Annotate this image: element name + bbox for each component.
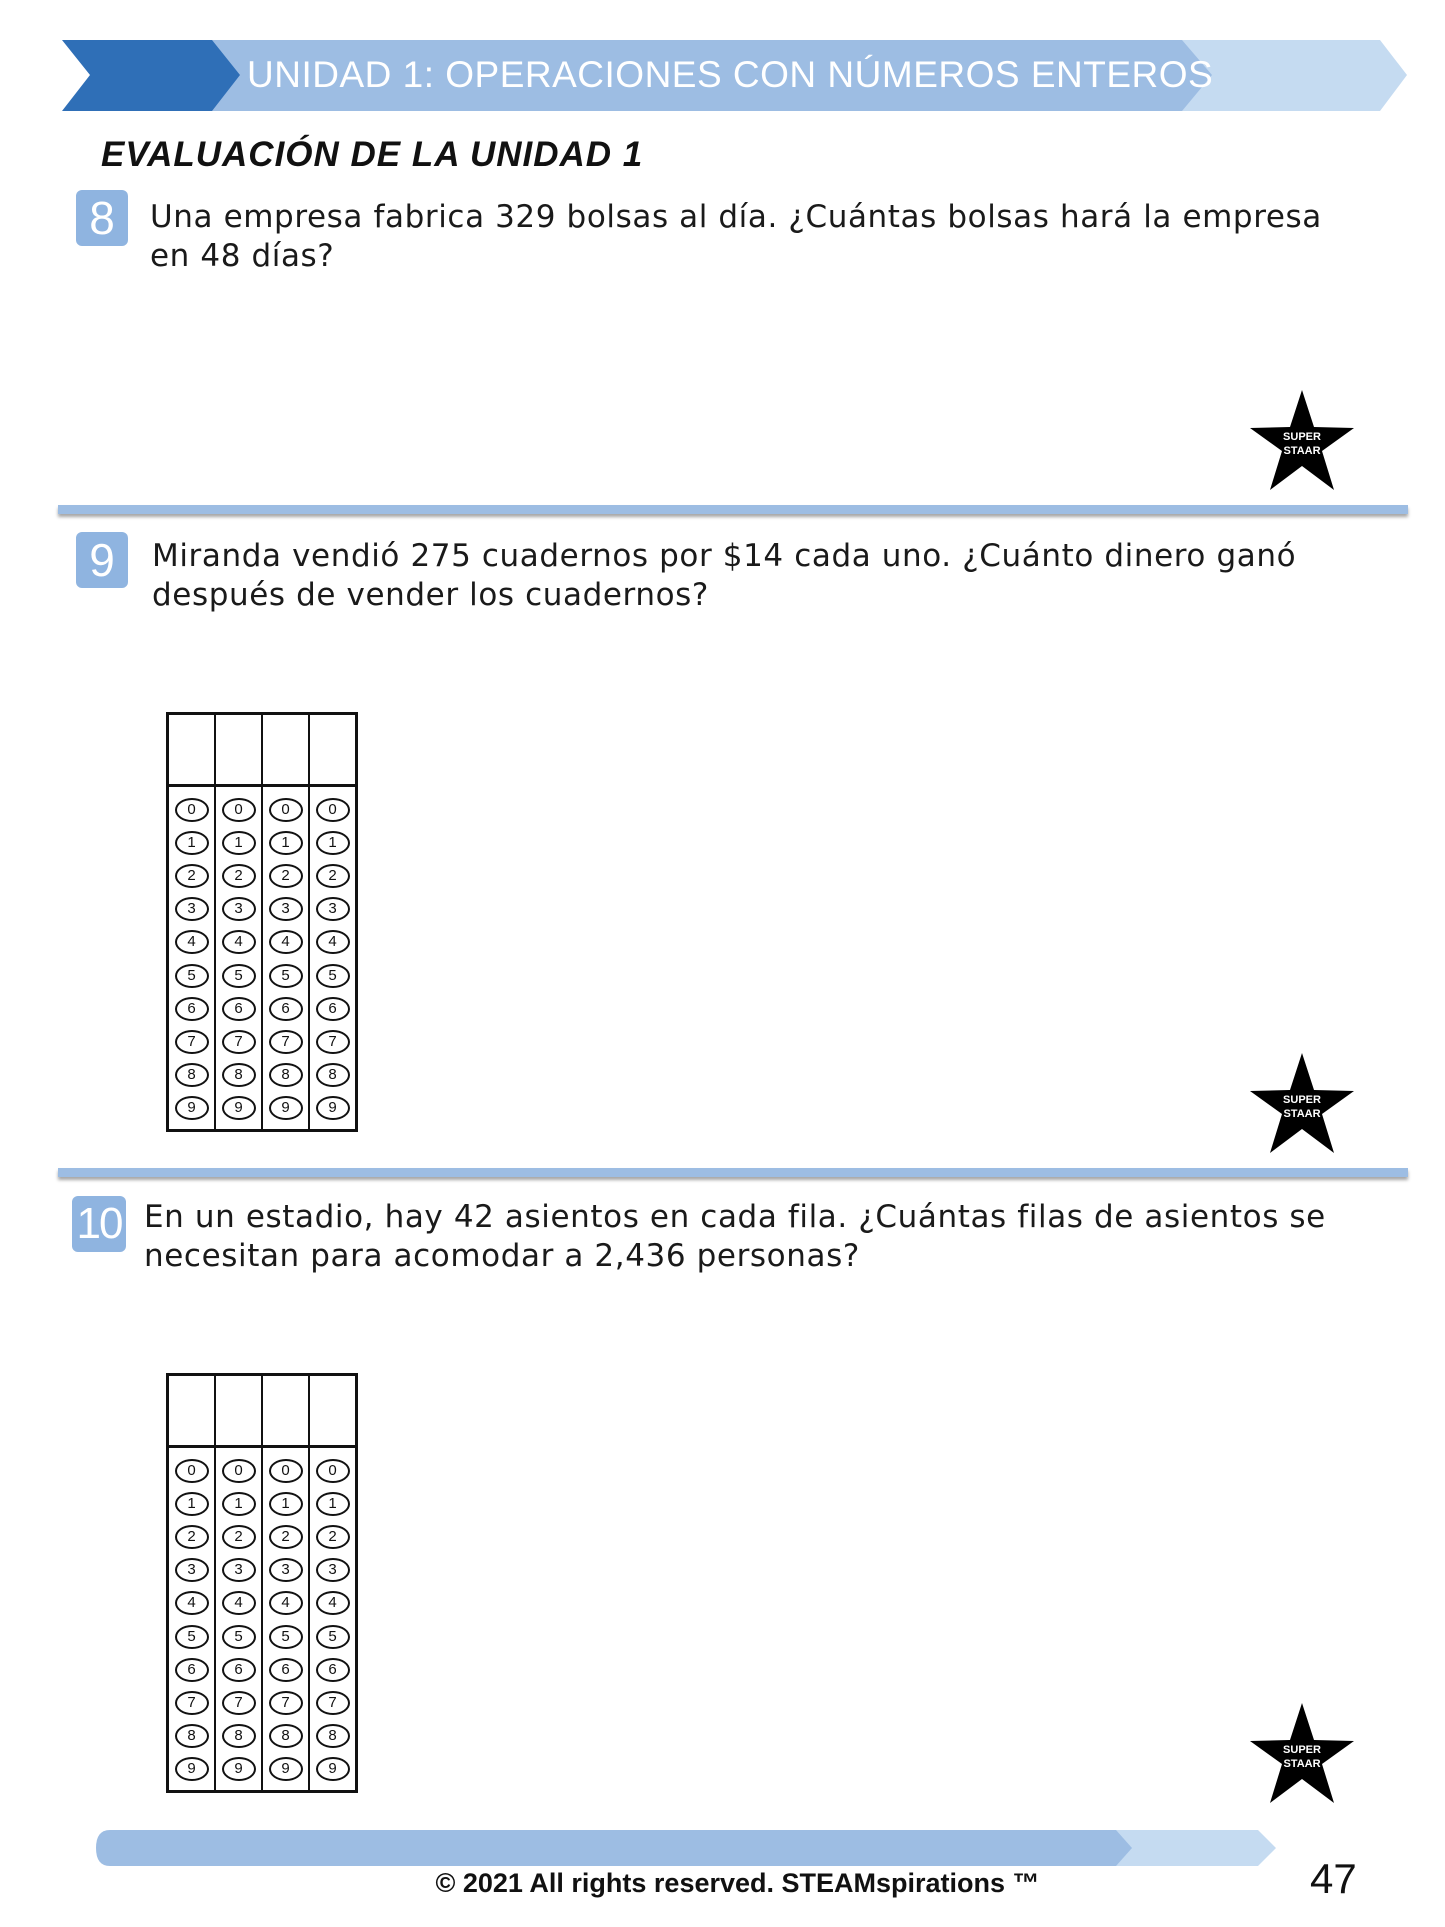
badge-line1: SUPER — [1283, 1744, 1321, 1756]
digit-bubble[interactable]: 3 — [316, 1558, 350, 1582]
super-staar-badge — [1248, 1703, 1356, 1807]
digit-bubble[interactable]: 0 — [175, 798, 209, 822]
digit-bubble[interactable]: 5 — [316, 964, 350, 988]
digit-bubble[interactable]: 8 — [316, 1063, 350, 1087]
question-8-number: 8 — [76, 190, 128, 246]
question-8-text: Una empresa fabrica 329 bolsas al día. ¿Cuántas bolsas hará la empresa en 48 días? — [150, 199, 1322, 274]
digit-bubble[interactable]: 1 — [175, 1492, 209, 1516]
digit-bubble[interactable]: 8 — [222, 1724, 256, 1748]
section-divider — [58, 1168, 1408, 1177]
digit-bubble[interactable]: 3 — [269, 1558, 303, 1582]
digit-bubble[interactable]: 8 — [175, 1724, 209, 1748]
digit-bubble[interactable]: 1 — [175, 831, 209, 855]
digit-bubble[interactable]: 5 — [269, 1625, 303, 1649]
answer-write-cell[interactable] — [216, 715, 261, 787]
digit-bubble[interactable]: 8 — [222, 1063, 256, 1087]
answer-column — [263, 1376, 310, 1790]
badge-line2: STAAR — [1283, 1108, 1321, 1120]
digit-bubble[interactable]: 1 — [222, 831, 256, 855]
digit-bubble[interactable]: 7 — [222, 1030, 256, 1054]
bubble-column — [310, 787, 355, 1129]
answer-write-cell[interactable] — [169, 1376, 214, 1448]
digit-bubble[interactable]: 5 — [175, 1625, 209, 1649]
digit-bubble[interactable]: 0 — [222, 798, 256, 822]
badge-line1: SUPER — [1283, 431, 1321, 443]
digit-bubble[interactable]: 6 — [316, 1658, 350, 1682]
digit-bubble[interactable]: 5 — [316, 1625, 350, 1649]
digit-bubble[interactable]: 9 — [175, 1757, 209, 1781]
digit-bubble[interactable]: 2 — [316, 864, 350, 888]
digit-bubble[interactable]: 8 — [316, 1724, 350, 1748]
digit-bubble[interactable]: 4 — [316, 1591, 350, 1615]
digit-bubble[interactable]: 6 — [269, 997, 303, 1021]
digit-bubble[interactable]: 2 — [269, 1525, 303, 1549]
digit-bubble[interactable]: 6 — [222, 997, 256, 1021]
digit-bubble[interactable]: 5 — [175, 964, 209, 988]
digit-bubble[interactable]: 6 — [175, 1658, 209, 1682]
section-divider — [58, 505, 1408, 514]
answer-column — [216, 715, 263, 1129]
answer-write-cell[interactable] — [216, 1376, 261, 1448]
question-10-text: En un estadio, hay 42 asientos en cada fila. ¿Cuántas filas de asientos se necesitan para acomodar a 2,436 personas? — [144, 1199, 1326, 1274]
answer-column — [169, 715, 216, 1129]
bubble-column — [310, 1448, 355, 1790]
digit-bubble[interactable]: 8 — [175, 1063, 209, 1087]
digit-bubble[interactable]: 7 — [316, 1030, 350, 1054]
answer-column — [216, 1376, 263, 1790]
badge-line1: SUPER — [1283, 1094, 1321, 1106]
answer-write-cell[interactable] — [263, 1376, 308, 1448]
digit-bubble[interactable]: 2 — [269, 864, 303, 888]
digit-bubble[interactable]: 6 — [175, 997, 209, 1021]
section-title: EVALUACIÓN DE LA UNIDAD 1 — [101, 135, 644, 174]
unit-title: UNIDAD 1: OPERACIONES CON NÚMEROS ENTEROS — [247, 54, 1214, 95]
answer-write-cell[interactable] — [310, 1376, 355, 1448]
digit-bubble[interactable]: 7 — [269, 1691, 303, 1715]
copyright-text: © 2021 All rights reserved. STEAMspirations ™ — [435, 1868, 1040, 1898]
digit-bubble[interactable]: 0 — [222, 1459, 256, 1483]
answer-grid[interactable] — [166, 712, 358, 1132]
digit-bubble[interactable]: 1 — [269, 1492, 303, 1516]
answer-column — [169, 1376, 216, 1790]
digit-bubble[interactable]: 7 — [316, 1691, 350, 1715]
super-staar-badge — [1248, 1053, 1356, 1157]
digit-bubble[interactable]: 7 — [269, 1030, 303, 1054]
question-9-text: Miranda vendió 275 cuadernos por $14 cada uno. ¿Cuánto dinero ganó después de vender los cuadernos? — [152, 538, 1297, 613]
digit-bubble[interactable]: 9 — [175, 1096, 209, 1120]
answer-write-cell[interactable] — [169, 715, 214, 787]
answer-column — [310, 1376, 355, 1790]
answer-write-cell[interactable] — [263, 715, 308, 787]
digit-bubble[interactable]: 2 — [222, 864, 256, 888]
digit-bubble[interactable]: 4 — [222, 930, 256, 954]
digit-bubble[interactable]: 6 — [269, 1658, 303, 1682]
bubble-column — [169, 1448, 214, 1790]
digit-bubble[interactable]: 9 — [269, 1096, 303, 1120]
digit-bubble[interactable]: 9 — [316, 1096, 350, 1120]
question-10-number: 10 — [72, 1196, 126, 1252]
digit-bubble[interactable]: 4 — [175, 1591, 209, 1615]
digit-bubble[interactable]: 3 — [175, 897, 209, 921]
digit-bubble[interactable]: 9 — [222, 1096, 256, 1120]
digit-bubble[interactable]: 0 — [316, 1459, 350, 1483]
digit-bubble[interactable]: 9 — [222, 1757, 256, 1781]
digit-bubble[interactable]: 9 — [316, 1757, 350, 1781]
digit-bubble[interactable]: 1 — [222, 1492, 256, 1516]
bubble-column — [216, 1448, 261, 1790]
bubble-column — [216, 787, 261, 1129]
footer-arrow — [96, 1830, 1276, 1866]
digit-bubble[interactable]: 9 — [269, 1757, 303, 1781]
digit-bubble[interactable]: 0 — [175, 1459, 209, 1483]
digit-bubble[interactable]: 4 — [269, 930, 303, 954]
digit-bubble[interactable]: 1 — [316, 831, 350, 855]
digit-bubble[interactable]: 3 — [222, 1558, 256, 1582]
digit-bubble[interactable]: 7 — [175, 1030, 209, 1054]
digit-bubble[interactable]: 4 — [175, 930, 209, 954]
bubble-column — [263, 787, 308, 1129]
badge-line2: STAAR — [1283, 1758, 1321, 1770]
digit-bubble[interactable]: 7 — [175, 1691, 209, 1715]
digit-bubble[interactable]: 1 — [269, 831, 303, 855]
answer-grid[interactable] — [166, 1373, 358, 1793]
badge-line2: STAAR — [1283, 445, 1321, 457]
digit-bubble[interactable]: 5 — [222, 964, 256, 988]
digit-bubble[interactable]: 6 — [222, 1658, 256, 1682]
answer-column — [263, 715, 310, 1129]
digit-bubble[interactable]: 0 — [269, 1459, 303, 1483]
page-number: 47 — [1310, 1855, 1357, 1902]
digit-bubble[interactable]: 4 — [316, 930, 350, 954]
digit-bubble[interactable]: 3 — [175, 1558, 209, 1582]
bubble-column — [263, 1448, 308, 1790]
super-staar-badge — [1248, 390, 1356, 494]
digit-bubble[interactable]: 5 — [269, 964, 303, 988]
digit-bubble[interactable]: 2 — [222, 1525, 256, 1549]
digit-bubble[interactable]: 0 — [269, 798, 303, 822]
answer-column — [310, 715, 355, 1129]
bubble-column — [169, 787, 214, 1129]
digit-bubble[interactable]: 3 — [316, 897, 350, 921]
unit-banner — [62, 40, 1407, 111]
digit-bubble[interactable]: 0 — [316, 798, 350, 822]
footer-bar — [96, 1830, 1276, 1866]
digit-bubble[interactable]: 8 — [269, 1724, 303, 1748]
digit-bubble[interactable]: 2 — [316, 1525, 350, 1549]
digit-bubble[interactable]: 4 — [222, 1591, 256, 1615]
digit-bubble[interactable]: 1 — [316, 1492, 350, 1516]
digit-bubble[interactable]: 4 — [269, 1591, 303, 1615]
digit-bubble[interactable]: 2 — [175, 1525, 209, 1549]
digit-bubble[interactable]: 2 — [175, 864, 209, 888]
digit-bubble[interactable]: 8 — [269, 1063, 303, 1087]
copyright-notice — [0, 1868, 1445, 1899]
digit-bubble[interactable]: 5 — [222, 1625, 256, 1649]
digit-bubble[interactable]: 3 — [222, 897, 256, 921]
answer-write-cell[interactable] — [310, 715, 355, 787]
digit-bubble[interactable]: 7 — [222, 1691, 256, 1715]
digit-bubble[interactable]: 3 — [269, 897, 303, 921]
question-9-number: 9 — [76, 532, 128, 588]
digit-bubble[interactable]: 6 — [316, 997, 350, 1021]
